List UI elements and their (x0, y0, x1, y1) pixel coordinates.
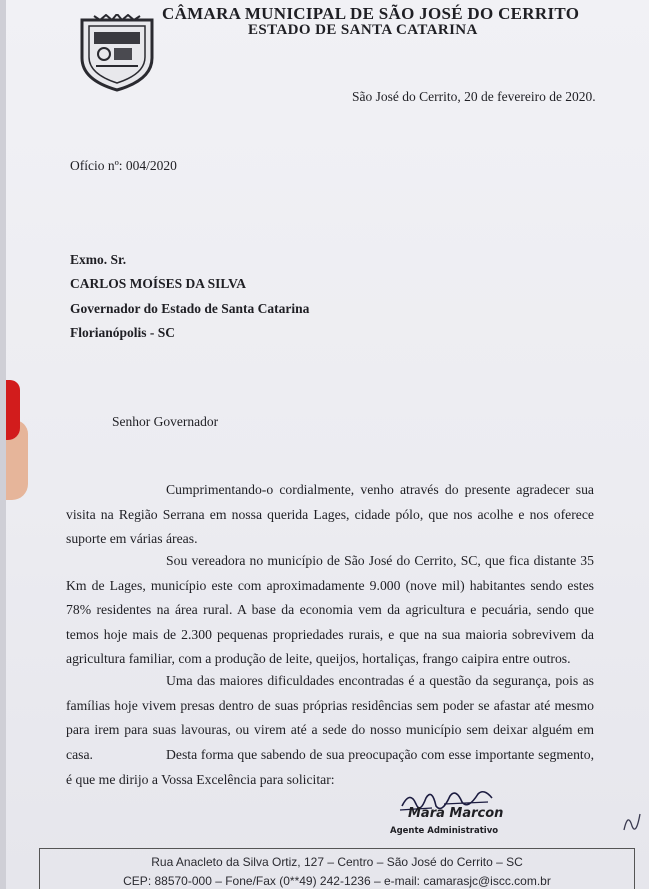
recipient-city: Florianópolis - SC (70, 325, 176, 340)
paragraph: Cumprimentando-o cordialmente, venho através do presente agradecer sua visita na Região Serrana em nossa querida Lages, cidade pólo, que nos acolhe e nos oferece suporte em várias áreas. (66, 482, 594, 546)
paragraph: Uma das maiores dificuldades encontradas é a questão da segurança, pois as famílias hoje vivem presas dentro de suas próprias residências sem poder se afastar até mesmo para irem para suas lavouras, ou virem até a sede do nosso município sem deixar alguém em casa. (66, 673, 594, 762)
document-page (6, 0, 649, 889)
salutation: Senhor Governador (112, 414, 219, 429)
footer-contact: CEP: 88570-000 – Fone/Fax (0**49) 242-1236 – e-mail: camarasjc@iscc.com.br (123, 874, 551, 888)
fingernail (6, 380, 20, 440)
footer-address: Rua Anacleto da Silva Ortiz, 127 – Centro – São José do Cerrito – SC (151, 855, 523, 869)
chamber-name: CÂMARA MUNICIPAL DE SÃO JOSÉ DO CERRITO (162, 4, 580, 23)
paragraph: Sou vereadora no município de São José do Cerrito, SC, que fica distante 35 Km de Lages, município este com aproximadamente 9.000 (nove mil) habitantes sendo estes 78% residentes na área rural. A base da economia vem da agricultura e pecuária, sendo que temos hoje mais de 2.300 pequenas propriedades rurais, e que na sua maioria sobrevivem da agricultura familiar, com a produção de leite, queijos, hortaliças, frango caipira entre outros. (66, 553, 594, 666)
recipient-title: Exmo. Sr. (70, 252, 127, 267)
signer-role: Agente Administrativo (390, 826, 499, 836)
municipal-crest-logo (74, 14, 160, 92)
paragraph: Desta forma que sabendo de sua preocupação com esse importante segmento, é que me dirijo a Vossa Excelência para solicitar: (66, 747, 594, 787)
oficio-number: Ofício nº: 004/2020 (70, 158, 177, 173)
document-date: São José do Cerrito, 20 de fevereiro de 2020. (352, 89, 596, 104)
signer-name: Mara Marcon (408, 806, 504, 821)
recipient-name: CARLOS MOÍSES DA SILVA (70, 276, 246, 291)
margin-mark (620, 806, 646, 836)
recipient-role: Governador do Estado de Santa Catarina (70, 301, 310, 316)
state-name: ESTADO DE SANTA CATARINA (248, 22, 478, 38)
letterhead-footer (39, 848, 635, 889)
